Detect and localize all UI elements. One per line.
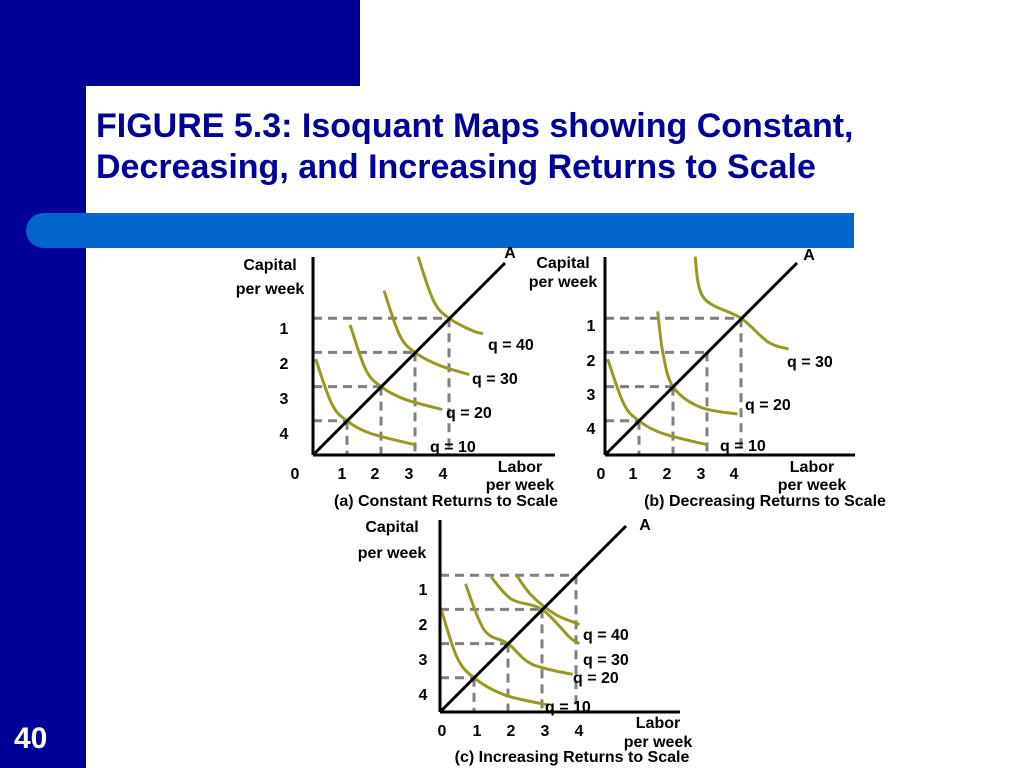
panel-c-x-label-line-1: Labor	[635, 715, 681, 732]
panel-c-x-tick-2: 2	[506, 723, 516, 740]
panel-a-x-tick-1: 1	[337, 466, 347, 483]
panel-b-y-label-line-2: per week	[528, 274, 598, 291]
panel-c-y-label-line-2: per week	[357, 545, 427, 562]
panel-b-x-label-line-1: Labor	[789, 459, 835, 476]
slide-title-line-2: Decreasing, and Increasing Returns to Scale	[96, 148, 816, 186]
panel-a-ray-a	[313, 263, 505, 455]
panel-a-y-tick-3: 3	[279, 391, 289, 408]
panel-b-y-label-line-1: Capital	[536, 255, 590, 272]
panel-c-series-label-2: q = 20	[573, 670, 619, 687]
panel-a-series-label-3: q = 30	[472, 371, 518, 388]
panel-a-x-tick-3: 3	[404, 466, 414, 483]
panel-c-y-tick-3: 3	[418, 652, 428, 669]
panel-c-series-label-4: q = 40	[583, 627, 629, 644]
panel-a-caption: (a) Constant Returns to Scale	[333, 493, 559, 510]
panel-b-x-tick-2: 2	[662, 466, 672, 483]
panel-b-caption: (b) Decreasing Returns to Scale	[644, 493, 886, 510]
panel-c-y-label-line-1: Capital	[365, 519, 419, 536]
panel-c-y-tick-1: 1	[418, 582, 428, 599]
panel-b-series-label-1: q = 10	[720, 438, 766, 455]
panel-c-y-tick-2: 2	[418, 617, 428, 634]
panel-b-x-label-line-2: per week	[777, 477, 847, 494]
panel-a-y-label-line-1: Capital	[243, 257, 297, 274]
panel-a-y-tick-4: 4	[279, 426, 289, 443]
panel-c-x-tick-0: 0	[437, 723, 447, 740]
panel-a-y-tick-1: 1	[279, 321, 289, 338]
panel-c-x-label-line-2: per week	[623, 734, 693, 751]
panel-b-y-tick-4: 4	[586, 421, 596, 438]
panel-b-y-tick-2: 2	[586, 353, 596, 370]
panel-b-series-label-2: q = 20	[745, 397, 791, 414]
panel-a-y-tick-2: 2	[279, 356, 289, 373]
panel-a-series-label-1: q = 10	[430, 439, 476, 456]
panel-a-ray-label: A	[504, 245, 516, 262]
panel-a-x-label-line-2: per week	[485, 477, 555, 494]
panel-c-x-tick-4: 4	[574, 723, 584, 740]
page-number: 40	[14, 722, 48, 755]
panel-c-series-label-3: q = 30	[583, 652, 629, 669]
panel-c-series-label-1: q = 10	[545, 699, 591, 716]
panel-b-series-label-3: q = 30	[787, 354, 833, 371]
panel-a-isoquant-3	[384, 291, 469, 375]
panel-c-ray-label: A	[639, 517, 651, 534]
panel-b-x-tick-1: 1	[628, 466, 638, 483]
panel-a-y-label-line-2: per week	[235, 281, 305, 298]
panel-c-caption: (c) Increasing Returns to Scale	[454, 749, 690, 766]
panel-a-series-label-4: q = 40	[488, 337, 534, 354]
panel-b-x-tick-0: 0	[596, 466, 606, 483]
panel-b-ray-label: A	[803, 247, 815, 264]
panel-c-x-tick-3: 3	[540, 723, 550, 740]
panel-a-x-tick-4: 4	[438, 466, 448, 483]
panel-a-x-tick-0: 0	[290, 466, 300, 483]
panel-b-x-tick-4: 4	[729, 466, 739, 483]
panel-a-x-tick-2: 2	[370, 466, 380, 483]
panel-b-x-tick-3: 3	[696, 466, 706, 483]
panel-a-series-label-2: q = 20	[446, 405, 492, 422]
panel-c-y-tick-4: 4	[418, 687, 428, 704]
panel-a-x-label-line-1: Labor	[497, 459, 543, 476]
panel-b-y-tick-3: 3	[586, 387, 596, 404]
panel-b-y-tick-1: 1	[586, 318, 596, 335]
slide-title-line-1: FIGURE 5.3: Isoquant Maps showing Constant,	[96, 107, 854, 145]
panel-c-x-tick-1: 1	[472, 723, 482, 740]
